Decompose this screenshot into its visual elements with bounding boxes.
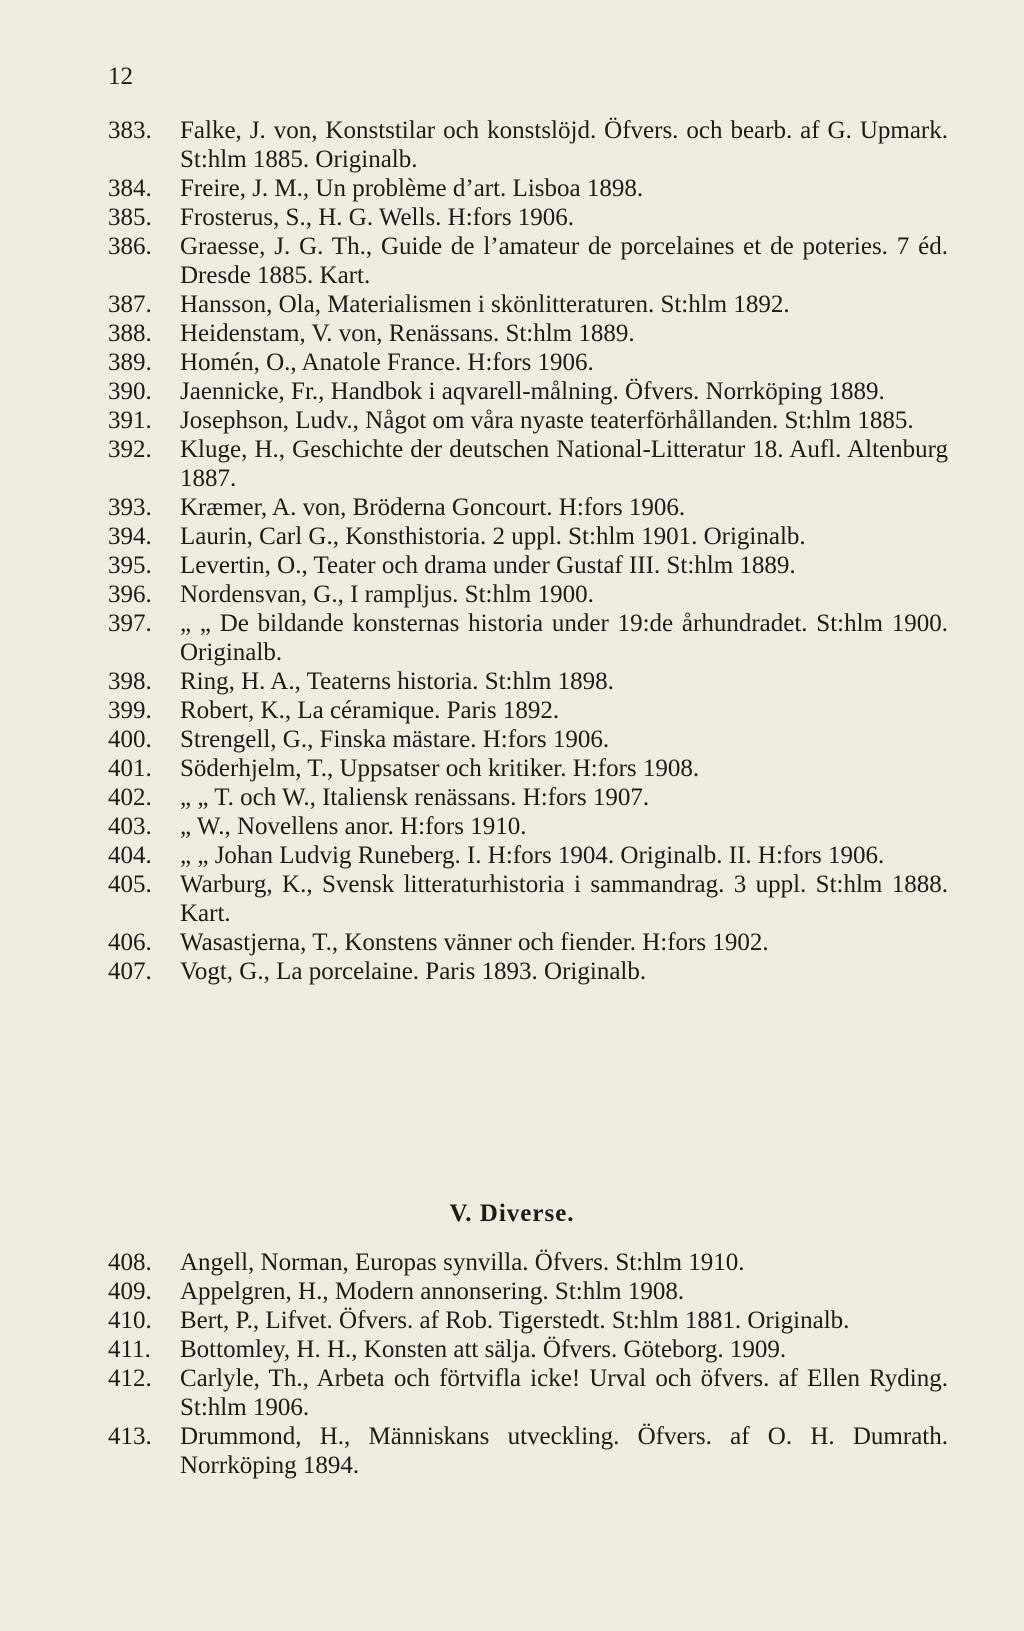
entry-number: 413. (108, 1423, 152, 1450)
entry-number: 386. (108, 233, 152, 260)
entry-text: Ring, H. A., Teaterns historia. St:hlm 1898. (180, 668, 614, 695)
entry-number: 407. (108, 958, 152, 985)
entry-number: 383. (108, 117, 152, 144)
list-item (108, 174, 948, 203)
entry-text: Jaennicke, Fr., Handbok i aqvarell-målning. Öfvers. Norrköping 1889. (180, 378, 885, 405)
entry-text: Kræmer, A. von, Bröderna Goncourt. H:fors 1906. (180, 494, 686, 521)
list-item (108, 290, 948, 319)
section-heading: V. Diverse. (449, 1200, 575, 1227)
entry-list-main (108, 116, 948, 986)
list-item (108, 870, 948, 928)
entry-number: 411. (108, 1336, 151, 1363)
entry-text: Strengell, G., Finska mästare. H:fors 1906. (180, 726, 610, 753)
entry-number: 410. (108, 1307, 152, 1334)
entry-text: Warburg, K., Svensk litteraturhistoria i sammandrag. 3 uppl. St:hlm 1888. Kart. (180, 871, 948, 927)
entry-text: Graesse, J. G. Th., Guide de l’amateur de porcelaines et de poteries. 7 éd. Dresde 1885. Kart. (180, 233, 948, 289)
entry-number: 405. (108, 871, 152, 898)
entry-number: 392. (108, 436, 152, 463)
entry-number: 399. (108, 697, 152, 724)
entry-number: 393. (108, 494, 152, 521)
entry-number: 394. (108, 523, 152, 550)
entry-text: „ W., Novellens anor. H:fors 1910. (180, 813, 527, 840)
list-item (108, 551, 948, 580)
list-item (108, 1364, 948, 1422)
list-item (108, 609, 948, 667)
list-item (108, 783, 948, 812)
list-item (108, 957, 948, 986)
entry-number: 398. (108, 668, 152, 695)
entry-text: Appelgren, H., Modern annonsering. St:hlm 1908. (180, 1278, 685, 1305)
list-item (108, 406, 948, 435)
list-item (108, 812, 948, 841)
entry-text: Heidenstam, V. von, Renässans. St:hlm 1889. (180, 320, 635, 347)
list-item (108, 1335, 948, 1364)
entry-number: 391. (108, 407, 152, 434)
list-item (108, 1306, 948, 1335)
entry-number: 403. (108, 813, 152, 840)
list-item (108, 116, 948, 174)
list-item (108, 754, 948, 783)
entry-number: 401. (108, 755, 152, 782)
entry-number: 388. (108, 320, 152, 347)
entry-number: 384. (108, 175, 152, 202)
entry-text: Freire, J. M., Un problème d’art. Lisboa 1898. (180, 175, 644, 202)
list-item (108, 928, 948, 957)
entry-number: 404. (108, 842, 152, 869)
list-item (108, 203, 948, 232)
entry-text: Angell, Norman, Europas synvilla. Öfvers. St:hlm 1910. (180, 1249, 745, 1276)
entry-number: 406. (108, 929, 152, 956)
entry-number: 409. (108, 1278, 152, 1305)
list-item (108, 232, 948, 290)
entry-text: Vogt, G., La porcelaine. Paris 1893. Originalb. (180, 958, 647, 985)
entry-list-diverse (108, 1248, 948, 1480)
entry-number: 402. (108, 784, 152, 811)
entry-text: Drummond, H., Människans utveckling. Öfvers. af O. H. Dumrath. Norrköping 1894. (180, 1423, 948, 1479)
entry-text: Levertin, O., Teater och drama under Gustaf III. St:hlm 1889. (180, 552, 796, 579)
list-item (108, 696, 948, 725)
entry-number: 385. (108, 204, 152, 231)
entry-text: Wasastjerna, T., Konstens vänner och fiender. H:fors 1902. (180, 929, 769, 956)
list-item (108, 1248, 948, 1277)
entry-number: 412. (108, 1365, 152, 1392)
list-item (108, 667, 948, 696)
list-item (108, 725, 948, 754)
list-item (108, 435, 948, 493)
entry-number: 400. (108, 726, 152, 753)
entry-number: 396. (108, 581, 152, 608)
list-item (108, 348, 948, 377)
entry-text: Homén, O., Anatole France. H:fors 1906. (180, 349, 594, 376)
entry-text: Söderhjelm, T., Uppsatser och kritiker. H:fors 1908. (180, 755, 700, 782)
entry-text: Carlyle, Th., Arbeta och förtvifla icke! Urval och öfvers. af Ellen Ryding. St:hlm 1906. (180, 1365, 948, 1421)
entry-text: Kluge, H., Geschichte der deutschen National-Litteratur 18. Aufl. Altenburg 1887. (180, 436, 948, 492)
entry-text: Nordensvan, G., I rampljus. St:hlm 1900. (180, 581, 594, 608)
entry-number: 387. (108, 291, 152, 318)
entry-text: Falke, J. von, Konststilar och konstslöjd. Öfvers. och bearb. af G. Upmark. St:hlm 1885. Originalb. (180, 117, 948, 173)
entry-text: Laurin, Carl G., Konsthistoria. 2 uppl. St:hlm 1901. Originalb. (180, 523, 806, 550)
list-item (108, 522, 948, 551)
list-item (108, 1277, 948, 1306)
entry-text: Josephson, Ludv., Något om våra nyaste teaterförhållanden. St:hlm 1885. (180, 407, 914, 434)
entry-text: „ „ Johan Ludvig Runeberg. I. H:fors 1904. Originalb. II. H:fors 1906. (180, 842, 885, 869)
entry-text: „ „ T. och W., Italiensk renässans. H:fors 1907. (180, 784, 650, 811)
list-item (108, 319, 948, 348)
entry-text: Bert, P., Lifvet. Öfvers. af Rob. Tigerstedt. St:hlm 1881. Originalb. (180, 1307, 850, 1334)
page-number: 12 (108, 63, 133, 90)
list-item (108, 841, 948, 870)
entry-text: Hansson, Ola, Materialismen i skönlitteraturen. St:hlm 1892. (180, 291, 790, 318)
list-item (108, 493, 948, 522)
entry-number: 395. (108, 552, 152, 579)
entry-text: Frosterus, S., H. G. Wells. H:fors 1906. (180, 204, 575, 231)
list-item (108, 580, 948, 609)
entry-number: 408. (108, 1249, 152, 1276)
entry-number: 389. (108, 349, 152, 376)
entry-text: „ „ De bildande konsternas historia under 19:de århundradet. St:hlm 1900. Originalb. (180, 610, 948, 666)
entry-number: 397. (108, 610, 152, 637)
entry-number: 390. (108, 378, 152, 405)
list-item (108, 377, 948, 406)
entry-text: Robert, K., La céramique. Paris 1892. (180, 697, 560, 724)
list-item (108, 1422, 948, 1480)
entry-text: Bottomley, H. H., Konsten att sälja. Öfvers. Göteborg. 1909. (180, 1336, 787, 1363)
